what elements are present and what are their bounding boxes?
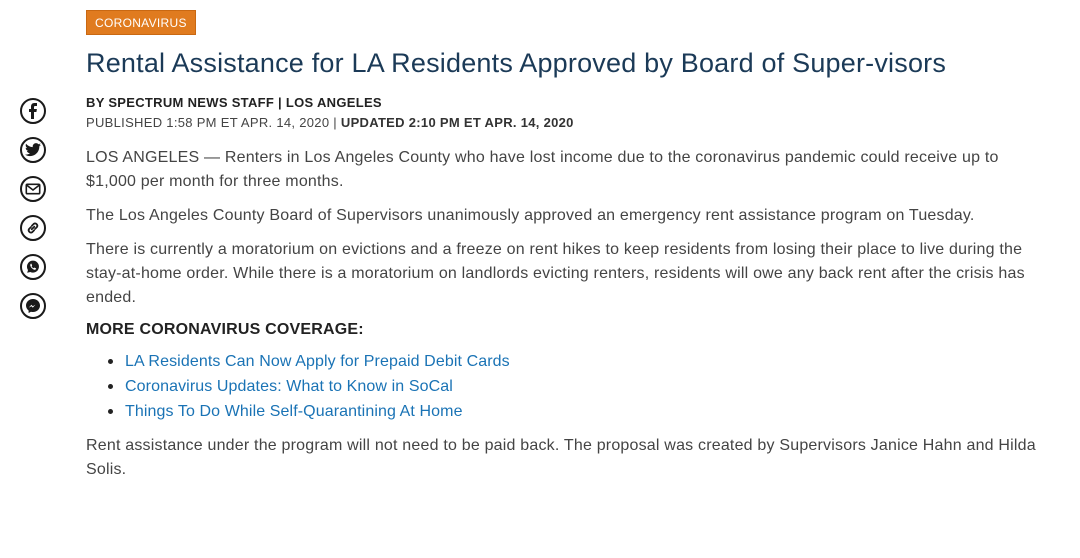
- byline-author: BY SPECTRUM NEWS STAFF: [86, 95, 275, 110]
- article: [86, 10, 1046, 482]
- updated-timestamp: UPDATED 2:10 PM ET APR. 14, 2020: [340, 115, 574, 130]
- coverage-link-things-to-do[interactable]: Things To Do While Self-Quarantining At Home: [125, 403, 463, 420]
- article-body: [86, 146, 1046, 482]
- share-whatsapp-button[interactable]: [20, 254, 46, 280]
- more-coverage-list: [86, 349, 1046, 424]
- whatsapp-icon: [25, 259, 41, 275]
- share-twitter-button[interactable]: [20, 137, 46, 163]
- byline-location: LOS ANGELES: [285, 95, 382, 110]
- share-email-button[interactable]: [20, 176, 46, 202]
- paragraph-3: There is currently a moratorium on evictions and a freeze on rent hikes to keep residents from losing their place to live during the stay-at-home order. While there is a moratorium on landlords evicting renters, residents will owe any back rent after the crisis has ended.: [86, 241, 1025, 306]
- list-item: [125, 374, 1046, 399]
- email-icon: [26, 184, 41, 195]
- list-item: [125, 349, 1046, 374]
- share-rail: [20, 98, 50, 332]
- paragraph-4: Rent assistance under the program will not need to be paid back. The proposal was created by Supervisors Janice Hahn and Hilda Solis.: [86, 437, 1036, 478]
- dateline-separator: |: [329, 115, 341, 130]
- article-headline: Rental Assistance for LA Residents Approved by Board of Super-visors: [86, 48, 947, 78]
- category-tag[interactable]: CORONAVIRUS: [86, 10, 196, 35]
- bullet: [108, 409, 113, 414]
- coverage-link-debit-cards[interactable]: LA Residents Can Now Apply for Prepaid Debit Cards: [125, 353, 510, 370]
- bullet: [108, 384, 113, 389]
- byline: [86, 95, 1046, 110]
- list-item: [125, 399, 1046, 424]
- share-link-button[interactable]: [20, 215, 46, 241]
- facebook-icon: [27, 103, 39, 119]
- messenger-icon: [25, 298, 41, 314]
- byline-separator: |: [274, 95, 286, 110]
- more-coverage-heading: MORE CORONAVIRUS COVERAGE:: [86, 321, 364, 338]
- link-icon: [26, 221, 41, 236]
- published-timestamp: PUBLISHED 1:58 PM ET APR. 14, 2020: [86, 115, 330, 130]
- share-messenger-button[interactable]: [20, 293, 46, 319]
- bullet: [108, 359, 113, 364]
- coverage-link-updates[interactable]: Coronavirus Updates: What to Know in SoCal: [125, 378, 453, 395]
- paragraph-1: LOS ANGELES — Renters in Los Angeles County who have lost income due to the coronavirus pandemic could receive up to $1,000 per month for three months.: [86, 149, 999, 190]
- share-facebook-button[interactable]: [20, 98, 46, 124]
- paragraph-2: The Los Angeles County Board of Supervisors unanimously approved an emergency rent assistance program on Tuesday.: [86, 207, 975, 224]
- dateline: [86, 115, 1046, 130]
- twitter-icon: [25, 143, 41, 157]
